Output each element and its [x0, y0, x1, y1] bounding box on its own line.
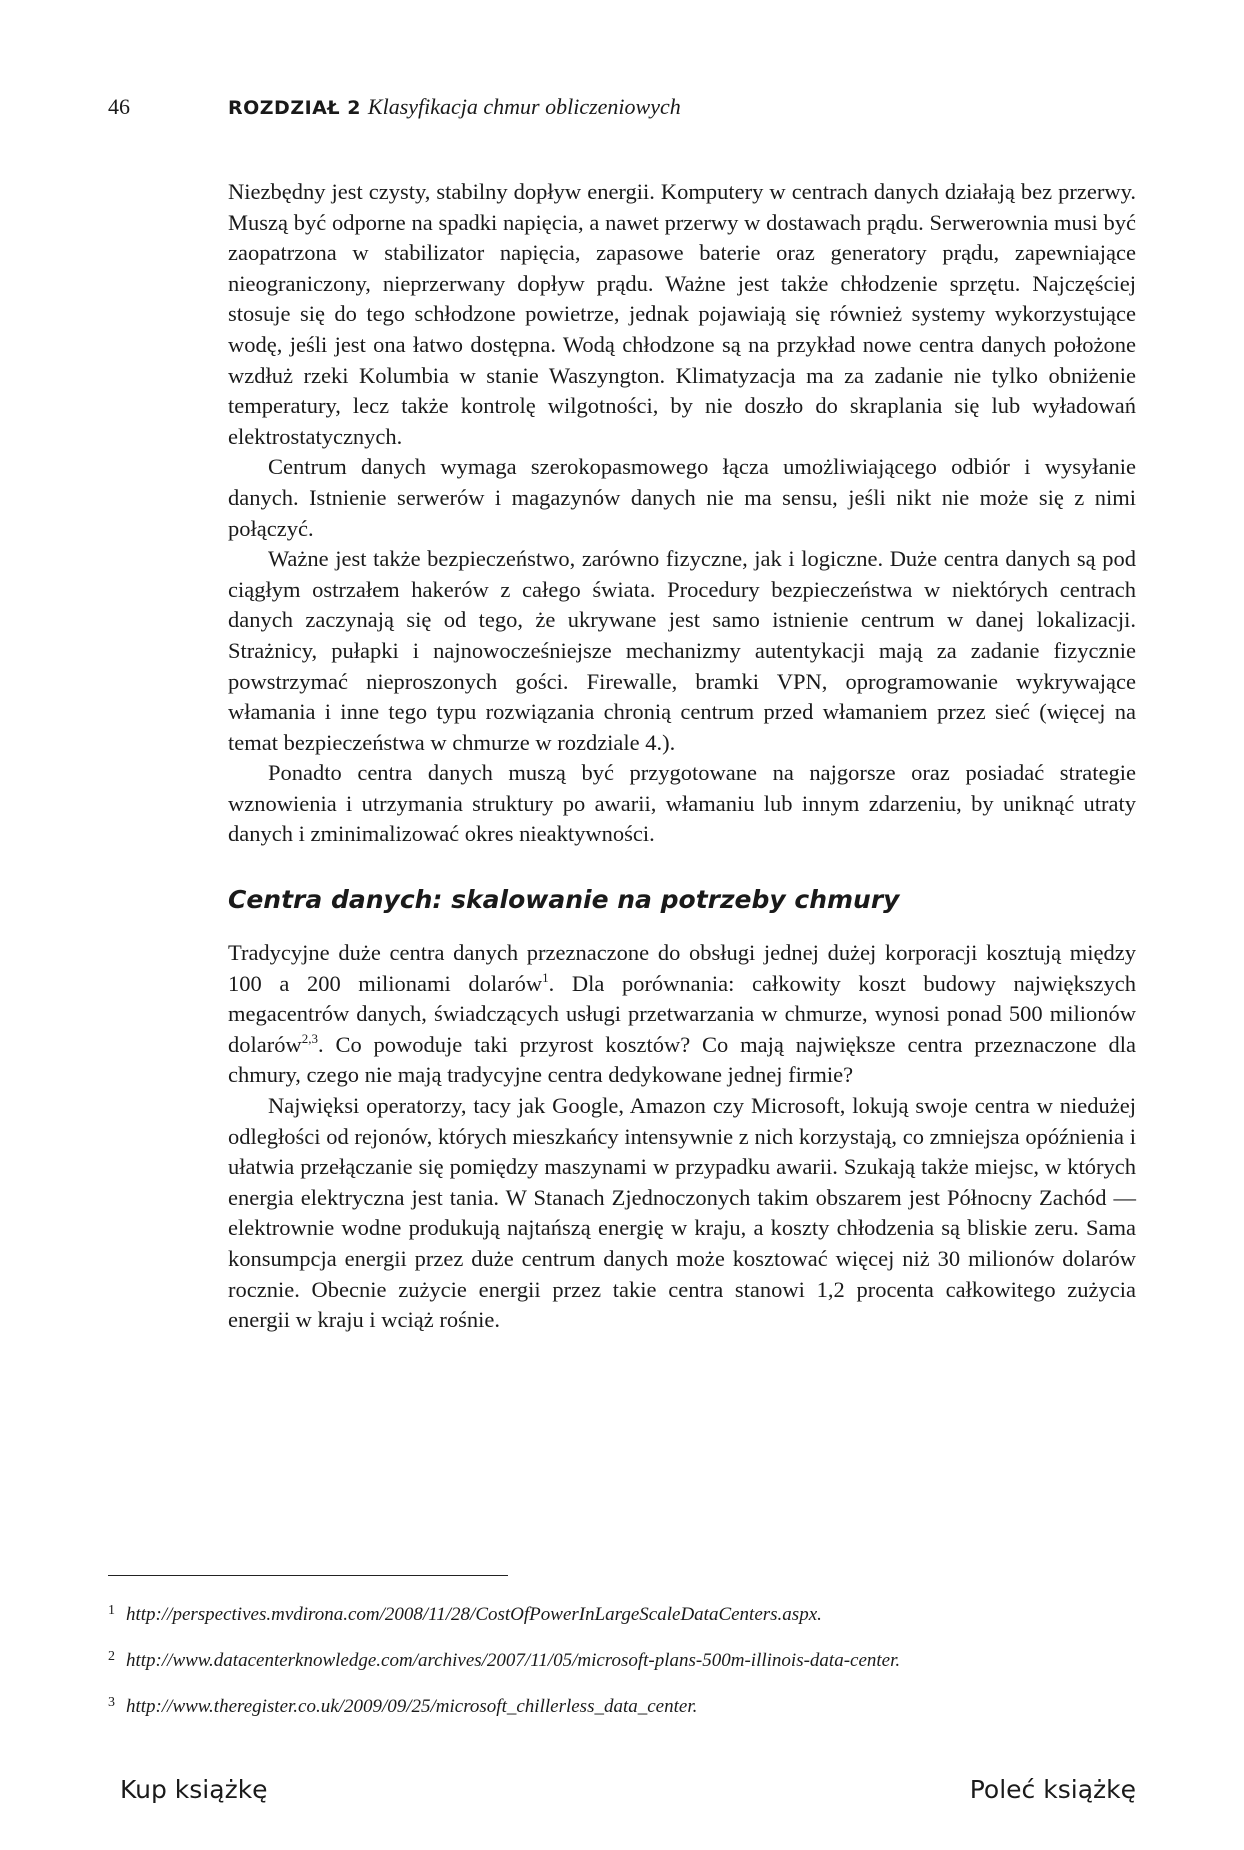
- footnote-number: 1: [108, 1603, 115, 1618]
- chapter-label: ROZDZIAŁ 2: [228, 97, 361, 119]
- main-text: [228, 177, 1136, 1336]
- chapter-title: Klasyfikacja chmur obliczeniowych: [367, 94, 681, 119]
- footnote-ref-1: 1: [542, 969, 549, 985]
- footnote-ref-2-3: 2,3: [301, 1030, 318, 1046]
- footnotes: [108, 1598, 1138, 1736]
- paragraph-costs-part1: Tradycyjne duże centra danych przeznaczone do obsługi jednej dużej korporacji kosztują między 100 a 200 milionami dolarów: [228, 940, 1136, 996]
- footnote-number: 2: [108, 1649, 115, 1664]
- paragraph-costs-part3: . Co powoduje taki przyrost kosztów? Co mają największe centra przeznaczone dla chmury, czego nie mają tradycyjne centra dedykowane jednej firmie?: [228, 1031, 1136, 1088]
- footnote-number: 3: [108, 1695, 115, 1710]
- running-header: [108, 92, 1138, 123]
- footnote-1: [108, 1598, 1138, 1644]
- paragraph-operators: Najwięksi operatorzy, tacy jak Google, Amazon czy Microsoft, lokują swoje centra w niedużej odległości od rejonów, których mieszkańcy intensywnie z nich korzystają, co zmniejsza opóźnienia i ułatwia przełączanie się pomiędzy maszynami w przypadku awarii. Szukają także miejsc, w których energia elektryczna jest tania. W Stanach Zjednoczonych takim obszarem jest Północny Zachód — elektrownie wodne produkują najtańszą energię w kraju, a koszty chłodzenia są bliskie zeru. Sama konsumpcja energii przez duże centrum danych może kosztować więcej niż 30 milionów dolarów rocznie. Obecnie zużycie energii przez takie centra stanowi 1,2 procenta całkowitego zużycia energii w kraju i wciąż rośnie.: [228, 1093, 1136, 1333]
- footnote-divider: [108, 1575, 508, 1576]
- footnote-3: [108, 1690, 1138, 1736]
- paragraph-security: Ważne jest także bezpieczeństwo, zarówno fizyczne, jak i logiczne. Duże centra danych są pod ciągłym ostrzałem hakerów z całego świata. Procedury bezpieczeństwa w niektórych centrach danych zaczynają się od tego, że ukrywane jest samo istnienie centrum w danej lokalizacji. Strażnicy, pułapki i najnowocześniejsze mechanizmy autentykacji mają za zadanie fizycznie powstrzymać nieproszonych gości. Firewalle, bramki VPN, oprogramowanie wykrywające włamania i inne tego typu rozwiązania chronią centrum przed włamaniem przez sieć (więcej na temat bezpieczeństwa w chmurze w rozdziale 4.).: [228, 546, 1136, 755]
- paragraph-disaster-recovery: Ponadto centra danych muszą być przygotowane na najgorsze oraz posiadać strategie wznowienia i utrzymania struktury po awarii, włamaniu lub innym zdarzeniu, by uniknąć utraty danych i zminimalizować okres nieaktywności.: [228, 760, 1136, 847]
- footnote-2: [108, 1644, 1138, 1690]
- paragraph-connectivity: Centrum danych wymaga szerokopasmowego łącza umożliwiającego odbiór i wysyłanie danych. Istnienie serwerów i magazynów danych nie ma sensu, jeśli nikt nie może się z nimi połączyć.: [228, 454, 1136, 541]
- page-number: 46: [108, 94, 130, 119]
- buy-book-link[interactable]: Kup książkę: [120, 1775, 268, 1804]
- paragraph-power: Niezbędny jest czysty, stabilny dopływ energii. Komputery w centrach danych działają bez przerwy. Muszą być odporne na spadki napięcia, a nawet przerwy w dostawach prądu. Serwerownia musi być zaopatrzona w stabilizator napięcia, zapasowe baterie oraz generatory prądu, zapewniające nieograniczony, nieprzerwany dopływ prądu. Ważne jest także chłodzenie sprzętu. Najczęściej stosuje się do tego schłodzone powietrze, jednak pojawiają się również systemy wykorzystujące wodę, jeśli jest ona łatwo dostępna. Wodą chłodzone są na przykład nowe centra danych położone wzdłuż rzeki Kolumbia w stanie Waszyngton. Klimatyzacja ma za zadanie nie tylko obniżenie temperatury, lecz także kontrolę wilgotności, by nie doszło do skraplania się lub wyładowań elektrostatycznych.: [228, 179, 1136, 449]
- section-heading: Centra danych: skalowanie na potrzeby chmury: [228, 885, 900, 915]
- footnote-url: http://www.theregister.co.uk/2009/09/25/microsoft_chillerless_data_center.: [126, 1696, 698, 1717]
- footnote-url: http://perspectives.mvdirona.com/2008/11/28/CostOfPowerInLargeScaleDataCenters.aspx.: [126, 1604, 822, 1625]
- recommend-book-link[interactable]: Poleć książkę: [969, 1775, 1136, 1804]
- paragraph-costs: [228, 938, 1136, 1091]
- paragraph-costs-part2: . Dla porównania: całkowity koszt budowy największych megacentrów danych, świadczących usługi przetwarzania w chmurze, wynosi ponad 500 milionów dolarów: [228, 970, 1136, 1057]
- footnote-url: http://www.datacenterknowledge.com/archives/2007/11/05/microsoft-plans-500m-illinois-data-center.: [126, 1650, 901, 1671]
